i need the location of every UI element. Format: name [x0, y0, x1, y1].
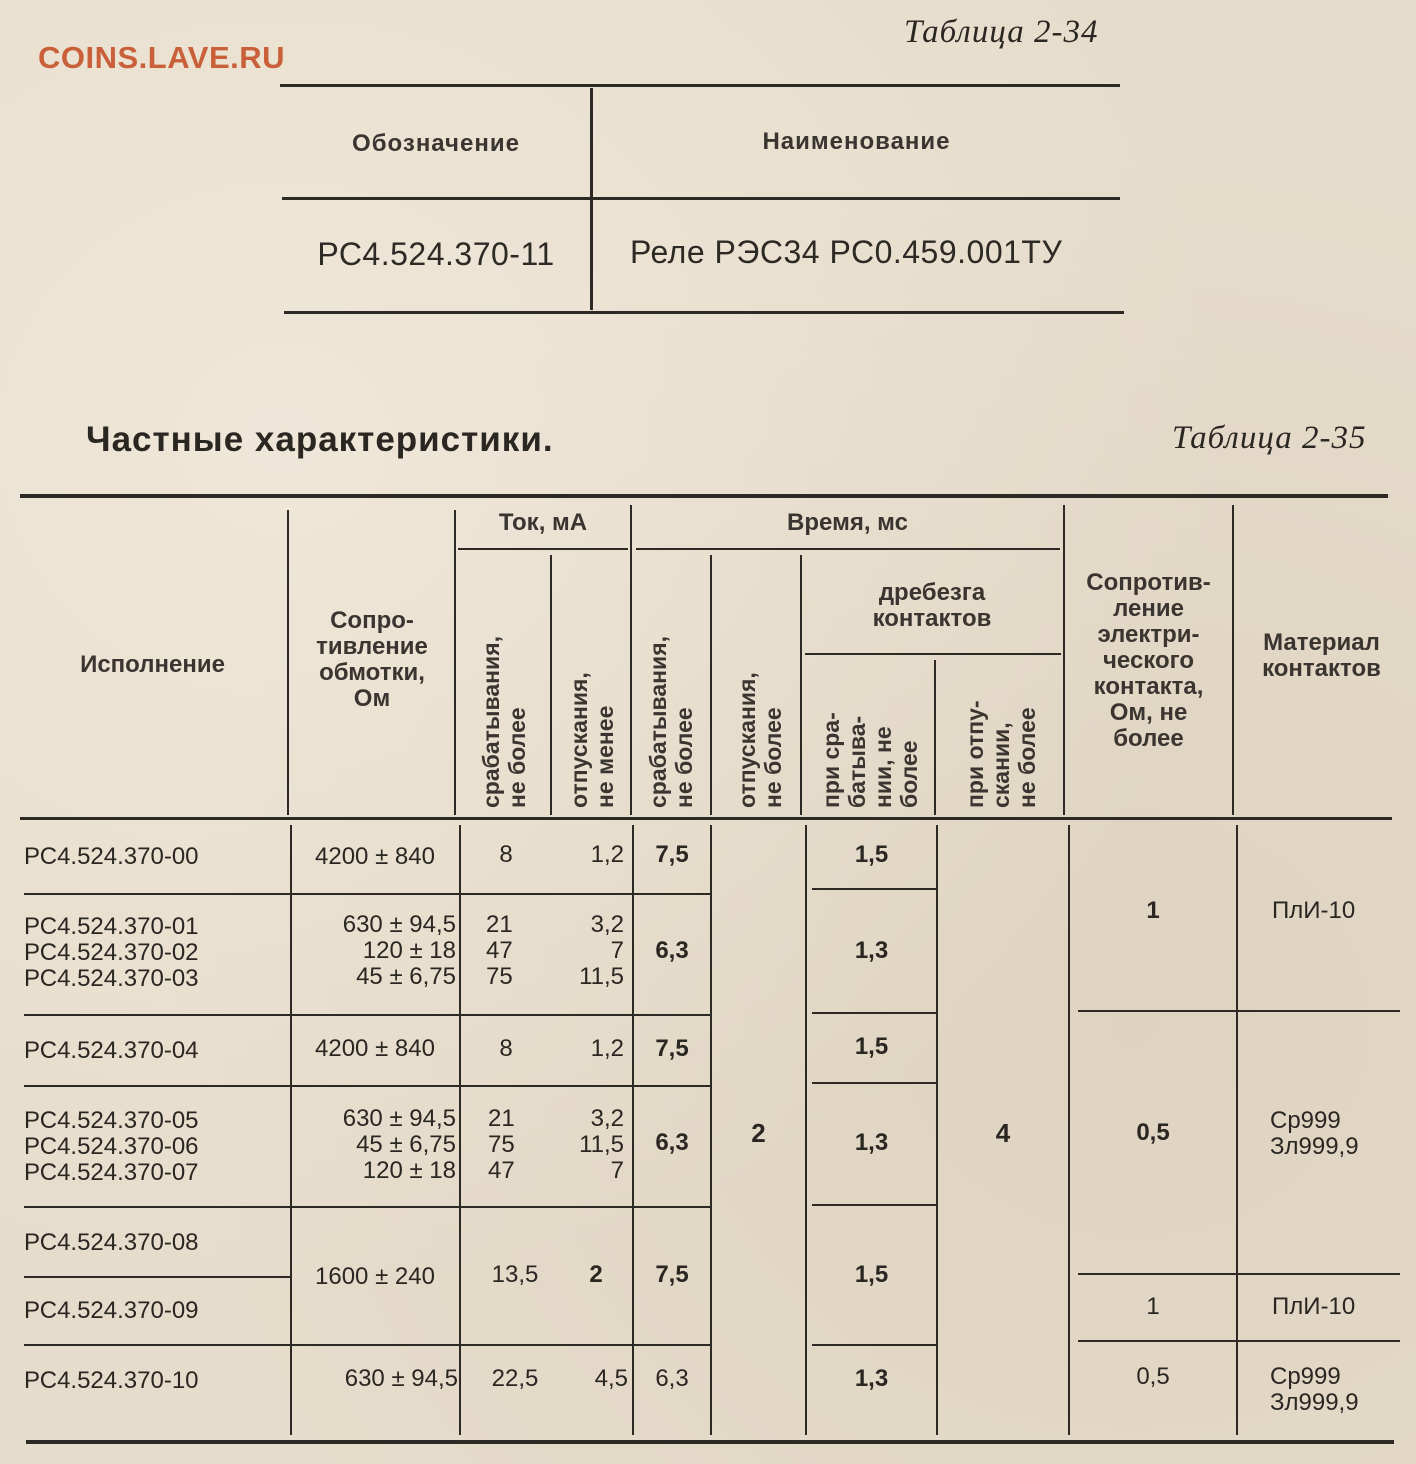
row-4-variant: РС4.524.370-08	[24, 1229, 199, 1256]
contact-resistance-4: 0,5	[1136, 1363, 1170, 1390]
t35-row-rule-4	[24, 1206, 710, 1208]
contact-resistance-2: 0,5	[1136, 1119, 1170, 1146]
header-coil-resistance: Сопро- тивление обмотки, Ом	[316, 607, 428, 712]
row-0-bounce-pickup: 1,5	[854, 841, 889, 868]
row-3-bounce-pickup: 1,3	[854, 1129, 889, 1156]
t35-header-rule	[20, 817, 1392, 820]
t35-v2	[454, 510, 456, 815]
t34-col-divider	[590, 88, 593, 310]
row-1-i-pickup: 21 47 75	[486, 911, 513, 990]
t35-row-rule-2	[24, 1014, 710, 1016]
row-1-coil: 630 ± 94,5 120 ± 18 45 ± 6,75	[342, 911, 456, 990]
row-6-bounce-pickup: 1,3	[854, 1365, 889, 1392]
row-6-t-pickup: 6,3	[655, 1365, 689, 1392]
t35-row-rule-3	[24, 1085, 710, 1087]
row-2-i-release: 1,2	[590, 1035, 624, 1062]
t35-current-rule	[458, 548, 628, 550]
t35-v4	[630, 505, 632, 815]
t35-row-rule-5	[24, 1276, 290, 1278]
t35-right-rule-1	[1078, 1010, 1400, 1012]
row-2-t-pickup: 7,5	[655, 1035, 689, 1062]
t35-v7	[934, 660, 936, 815]
header-time-release: отпускания, не более	[734, 672, 786, 808]
t35-right-rule-3	[1078, 1340, 1400, 1342]
header-contact-material: Материал контактов	[1262, 629, 1381, 682]
row-6-i-pickup: 22,5	[491, 1365, 539, 1392]
contact-material-2: Ср999 Зл999,9	[1270, 1107, 1359, 1160]
row-2-coil: 4200 ± 840	[315, 1035, 435, 1062]
row-4-bounce-pickup: 1,5	[854, 1261, 889, 1288]
header-contact-resistance: Сопротив- ление электри- ческого контакта, Ом, не более	[1086, 569, 1211, 752]
row-4-i-release: 2	[589, 1261, 603, 1288]
row-0-variant: РС4.524.370-00	[24, 843, 199, 870]
t35-bounce-rule-3	[812, 1082, 936, 1084]
t34-bottom-rule	[284, 311, 1124, 314]
row-4-t-pickup: 7,5	[655, 1261, 689, 1288]
header-current-pickup: срабатывания, не более	[478, 635, 530, 808]
merged-t-release: 2	[751, 1118, 766, 1148]
watermark: COINS.LAVE.RU	[38, 40, 286, 75]
t34-top-rule	[280, 84, 1120, 87]
row-6-coil: 630 ± 94,5	[344, 1365, 458, 1392]
section-title: Частные характеристики.	[86, 420, 554, 459]
header-time-group: Время, мс	[787, 509, 908, 536]
t34-name: Реле РЭС34 РС0.459.001ТУ	[630, 234, 1063, 270]
row-2-i-pickup: 8	[499, 1035, 513, 1062]
row-2-variant: РС4.524.370-04	[24, 1037, 199, 1064]
row-4-i-pickup: 13,5	[491, 1261, 539, 1288]
row-2-bounce-pickup: 1,5	[854, 1033, 889, 1060]
contact-material-1: ПлИ-10	[1272, 897, 1356, 924]
t35-v3	[550, 555, 552, 815]
header-bounce-release: при отпу- скании, не более	[962, 700, 1040, 808]
t35-bottom-rule	[26, 1440, 1394, 1444]
t35-bounce-rule-4	[812, 1204, 936, 1206]
t35-right-rule-2	[1078, 1273, 1400, 1275]
row-6-i-release: 4,5	[594, 1365, 628, 1392]
header-bounce-pickup: при сра- батыва- нии, не более	[818, 712, 922, 808]
contact-material-3: ПлИ-10	[1272, 1293, 1356, 1320]
contact-resistance-3: 1	[1146, 1293, 1160, 1320]
row-1-t-pickup: 6,3	[655, 937, 689, 964]
row-0-i-release: 1,2	[590, 841, 624, 868]
t34-designation: РС4.524.370-11	[317, 236, 555, 272]
t35-row-rule-1	[24, 893, 710, 895]
t35-bounce-rule	[805, 653, 1061, 655]
row-3-coil: 630 ± 94,5 45 ± 6,75 120 ± 18	[342, 1105, 456, 1184]
header-current-release: отпускания, не менее	[566, 672, 618, 808]
header-time-pickup: срабатывания, не более	[645, 635, 697, 808]
row-3-i-release: 3,2 11,5 7	[579, 1105, 624, 1184]
contact-material-4: Ср999 Зл999,9	[1270, 1363, 1359, 1416]
t35-bounce-rule-1	[812, 888, 936, 890]
t35-bounce-rule-2	[812, 1012, 936, 1014]
row-3-t-pickup: 6,3	[655, 1129, 689, 1156]
row-3-variant: РС4.524.370-05 РС4.524.370-06 РС4.524.370-07	[24, 1107, 199, 1186]
row-0-coil: 4200 ± 840	[315, 843, 435, 870]
contact-resistance-1: 1	[1146, 897, 1160, 924]
t34-header-designation: Обозначение	[352, 130, 520, 157]
row-5-variant: РС4.524.370-09	[24, 1297, 199, 1324]
row-1-variant: РС4.524.370-01 РС4.524.370-02 РС4.524.370-03	[24, 913, 199, 992]
t35-time-rule	[636, 548, 1060, 550]
row-6-variant: РС4.524.370-10	[24, 1367, 199, 1394]
header-current-group: Ток, мА	[498, 509, 588, 536]
t35-bounce-rule-5	[812, 1344, 936, 1346]
t34-header-rule	[282, 197, 1120, 200]
t34-header-name: Наименование	[762, 128, 951, 155]
row-0-t-pickup: 7,5	[655, 841, 689, 868]
table-2-35-caption: Таблица 2-35	[1172, 420, 1367, 456]
t35-v1	[287, 510, 289, 815]
header-bounce-group: дребезга контактов	[872, 579, 992, 632]
table-2-34-caption: Таблица 2-34	[904, 14, 1099, 50]
merged-bounce-release: 4	[995, 1118, 1011, 1148]
row-1-i-release: 3,2 7 11,5	[579, 911, 624, 990]
row-4-coil: 1600 ± 240	[315, 1263, 435, 1290]
row-3-i-pickup: 21 75 47	[488, 1105, 515, 1184]
t35-top-rule	[20, 494, 1388, 498]
t35-v5	[710, 555, 712, 815]
t35-b-v8	[1236, 825, 1238, 1435]
header-variant: Исполнение	[80, 651, 225, 678]
t35-row-rule-6	[24, 1344, 710, 1346]
row-0-i-pickup: 8	[499, 841, 513, 868]
row-1-bounce-pickup: 1,3	[854, 937, 889, 964]
